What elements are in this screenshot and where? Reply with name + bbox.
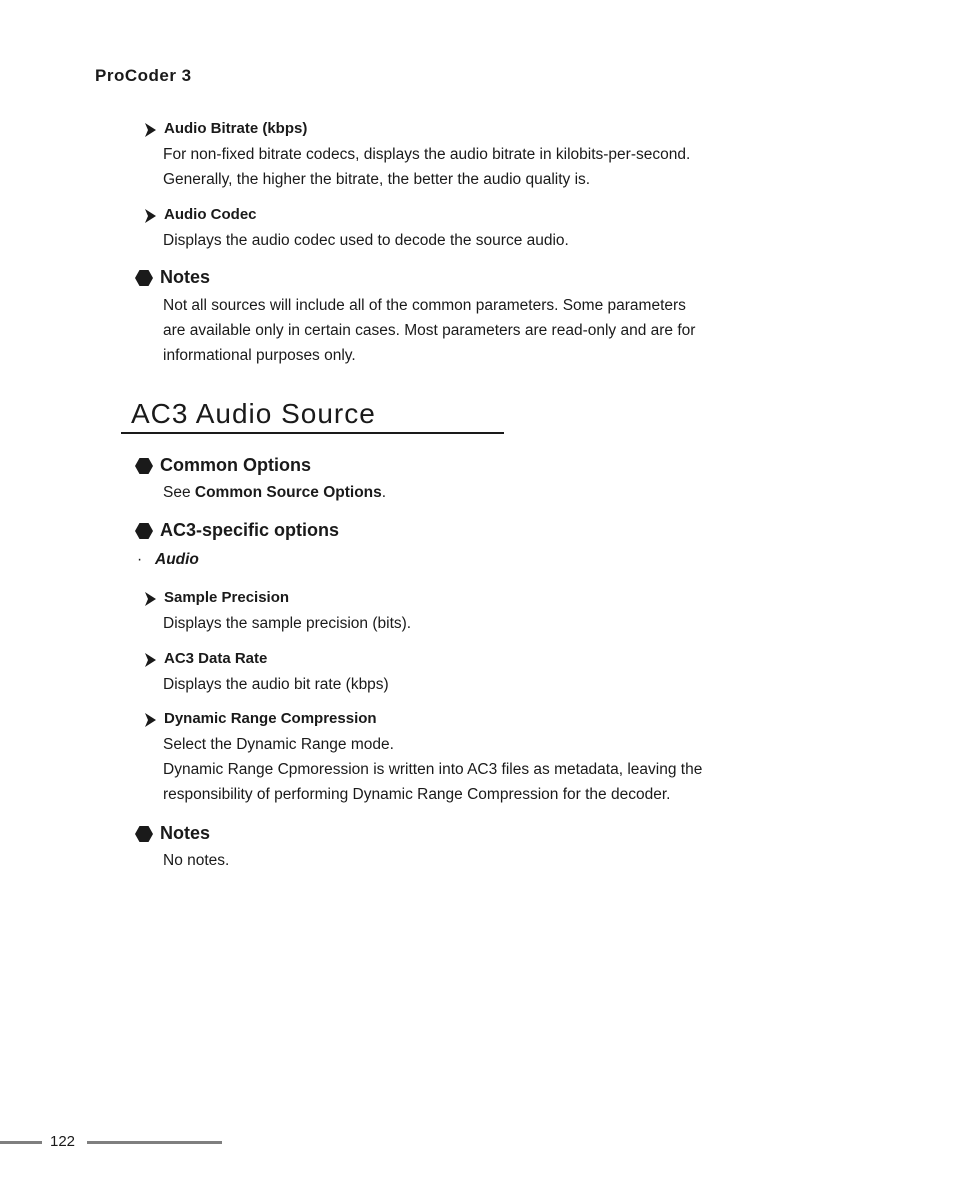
item-title: AC3 Data Rate xyxy=(164,650,268,667)
text-suffix: . xyxy=(381,484,387,501)
item-title: Dynamic Range Compression xyxy=(164,710,377,727)
item-description xyxy=(163,611,411,636)
heading-text: Notes xyxy=(160,823,211,843)
description-line: Displays the audio codec used to decode the source audio. xyxy=(163,232,569,249)
item-title: Audio Bitrate (kbps) xyxy=(164,120,308,137)
notes-line: are available only in certain cases. Most parameters are read-only and are for xyxy=(163,322,696,339)
common-options-text xyxy=(163,480,386,505)
hexagon-bullet-icon xyxy=(135,826,153,842)
text-prefix: See xyxy=(163,484,195,501)
description-line: Select the Dynamic Range mode. xyxy=(163,736,394,753)
description-line: Displays the audio bit rate (kbps) xyxy=(163,676,389,693)
heading-text: Notes xyxy=(160,267,211,287)
document-header: ProCoder 3 xyxy=(95,66,192,85)
hexagon-bullet-icon xyxy=(135,270,153,286)
item-title: Audio Codec xyxy=(164,206,257,223)
notes-line: No notes. xyxy=(163,852,230,869)
section-underline xyxy=(121,432,504,434)
item-title: Sample Precision xyxy=(164,589,290,606)
item-description xyxy=(163,672,389,697)
item-description xyxy=(163,142,690,192)
description-line: Generally, the higher the bitrate, the better the audio quality is. xyxy=(163,171,591,188)
arrow-icon xyxy=(144,653,156,667)
footer-rule-left xyxy=(0,1141,42,1144)
heading-text: AC3-specific options xyxy=(160,520,340,540)
notes-line: Not all sources will include all of the common parameters. Some parameters xyxy=(163,297,686,314)
notes-text xyxy=(163,293,695,368)
description-line: Displays the sample precision (bits). xyxy=(163,615,412,632)
arrow-icon xyxy=(144,713,156,727)
footer-rule-right xyxy=(87,1141,222,1144)
page-number: 122 xyxy=(50,1133,76,1150)
heading-text: Common Options xyxy=(160,455,311,475)
arrow-icon xyxy=(144,592,156,606)
bullet-dot-icon: · xyxy=(137,551,143,568)
description-line: For non-fixed bitrate codecs, displays the audio bitrate in kilobits-per-second. xyxy=(163,146,691,163)
description-line: responsibility of performing Dynamic Range Compression for the decoder. xyxy=(163,786,671,803)
item-description xyxy=(163,732,702,807)
section-title: AC3 Audio Source xyxy=(131,398,376,429)
arrow-icon xyxy=(144,209,156,223)
notes-line: informational purposes only. xyxy=(163,347,356,364)
description-line: Dynamic Range Cpmoression is written into AC3 files as metadata, leaving the xyxy=(163,761,703,778)
hexagon-bullet-icon xyxy=(135,458,153,474)
item-description xyxy=(163,228,569,253)
arrow-icon xyxy=(144,123,156,137)
bullet-label: Audio xyxy=(155,551,199,568)
cross-reference-link: Common Source Options xyxy=(194,484,382,501)
notes-text xyxy=(163,848,229,873)
hexagon-bullet-icon xyxy=(135,523,153,539)
